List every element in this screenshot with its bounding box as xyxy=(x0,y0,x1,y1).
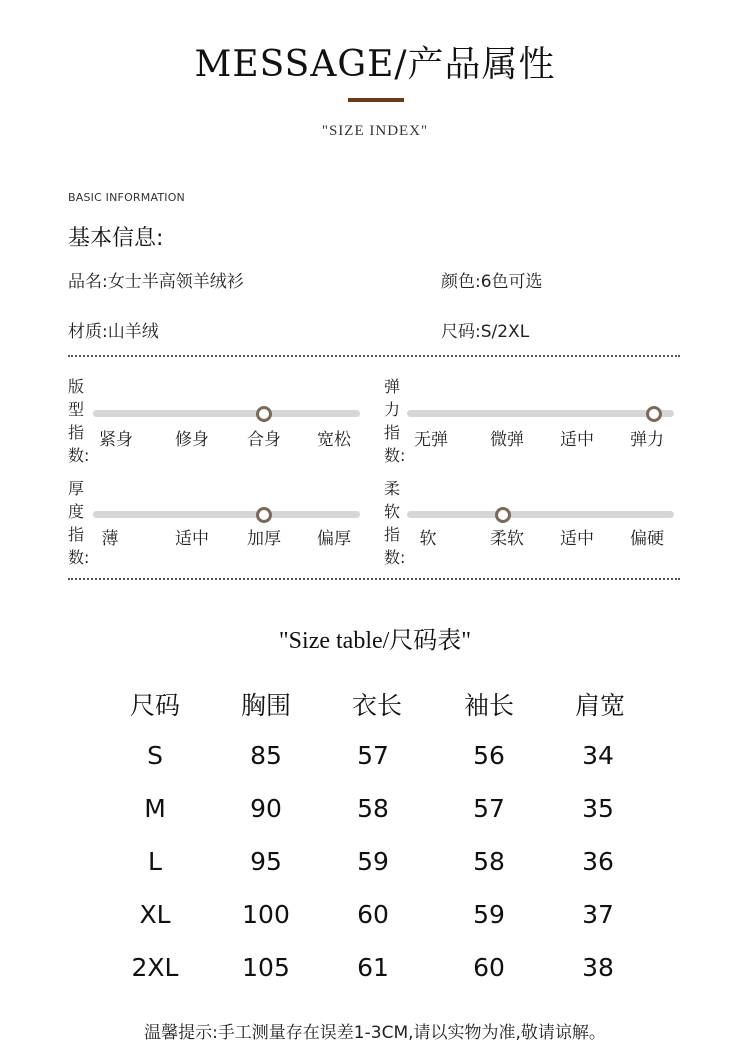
table-cell: M xyxy=(144,794,166,823)
index-label: 柔软指数: xyxy=(384,479,406,567)
product-name: 品名:女士半高领羊绒衫 xyxy=(68,272,244,292)
product-size: 尺码:S/2XL xyxy=(441,322,530,342)
table-cell: 38 xyxy=(582,953,614,982)
index-level: 适中 xyxy=(175,529,209,549)
table-header-cell: 尺码 xyxy=(129,691,180,720)
size-table-title: "Size table/尺码表" xyxy=(278,628,472,654)
table-cell: 36 xyxy=(582,847,614,876)
index-knob xyxy=(646,406,662,422)
index-knob xyxy=(256,507,272,523)
table-cell: 56 xyxy=(473,741,505,770)
title-accent-bar xyxy=(348,98,404,102)
index-level: 薄 xyxy=(101,529,119,549)
index-level: 宽松 xyxy=(317,430,351,450)
table-cell: L xyxy=(148,847,162,876)
table-cell: 58 xyxy=(357,794,389,823)
table-cell: 90 xyxy=(250,794,282,823)
table-cell: 2XL xyxy=(131,953,179,982)
index-level: 弹力 xyxy=(630,430,664,450)
table-cell: XL xyxy=(139,900,171,929)
index-level: 合身 xyxy=(247,430,281,450)
index-level: 修身 xyxy=(175,430,209,450)
table-cell: 60 xyxy=(357,900,389,929)
table-cell: 35 xyxy=(582,794,614,823)
index-knob xyxy=(256,406,272,422)
index-level: 微弹 xyxy=(490,430,524,450)
index-level: 适中 xyxy=(560,529,594,549)
index-level: 偏厚 xyxy=(317,529,351,549)
divider-bottom xyxy=(68,578,680,580)
table-header-cell: 衣长 xyxy=(351,691,402,720)
table-cell: 57 xyxy=(357,741,389,770)
index-level: 柔软 xyxy=(490,529,524,549)
product-color: 颜色:6色可选 xyxy=(441,272,543,292)
index-level: 软 xyxy=(419,529,437,549)
table-cell: 59 xyxy=(357,847,389,876)
index-level: 紧身 xyxy=(99,430,133,450)
table-cell: 57 xyxy=(473,794,505,823)
table-header-cell: 肩宽 xyxy=(574,691,625,720)
index-level: 适中 xyxy=(560,430,594,450)
page-subtitle: "SIZE INDEX" xyxy=(321,123,429,139)
index-track xyxy=(93,410,360,417)
index-level: 偏硬 xyxy=(630,529,664,549)
basic-info-label-en: BASIC INFORMATION xyxy=(68,191,185,204)
index-level: 无弹 xyxy=(414,430,448,450)
table-cell: 59 xyxy=(473,900,505,929)
index-track xyxy=(407,410,674,417)
index-label: 版型指数: xyxy=(68,377,90,465)
index-label: 弹力指数: xyxy=(384,377,406,465)
table-cell: 100 xyxy=(242,900,290,929)
table-header-cell: 胸围 xyxy=(240,691,291,720)
index-knob xyxy=(495,507,511,523)
table-cell: 60 xyxy=(473,953,505,982)
page-title: MESSAGE/产品属性 xyxy=(194,44,556,85)
table-cell: 37 xyxy=(582,900,614,929)
product-material: 材质:山羊绒 xyxy=(68,322,159,342)
index-track xyxy=(407,511,674,518)
table-cell: S xyxy=(147,741,163,770)
measurement-note: 温馨提示:手工测量存在误差1-3CM,请以实物为准,敬请谅解。 xyxy=(144,1023,606,1043)
table-cell: 34 xyxy=(582,741,614,770)
index-level: 加厚 xyxy=(247,529,281,549)
index-label: 厚度指数: xyxy=(68,479,90,567)
index-track xyxy=(93,511,360,518)
table-cell: 58 xyxy=(473,847,505,876)
table-cell: 95 xyxy=(250,847,282,876)
table-cell: 61 xyxy=(357,953,389,982)
table-cell: 85 xyxy=(250,741,282,770)
basic-info-heading: 基本信息: xyxy=(68,226,164,251)
table-header-cell: 袖长 xyxy=(463,691,514,720)
table-cell: 105 xyxy=(242,953,290,982)
divider-top xyxy=(68,355,680,357)
